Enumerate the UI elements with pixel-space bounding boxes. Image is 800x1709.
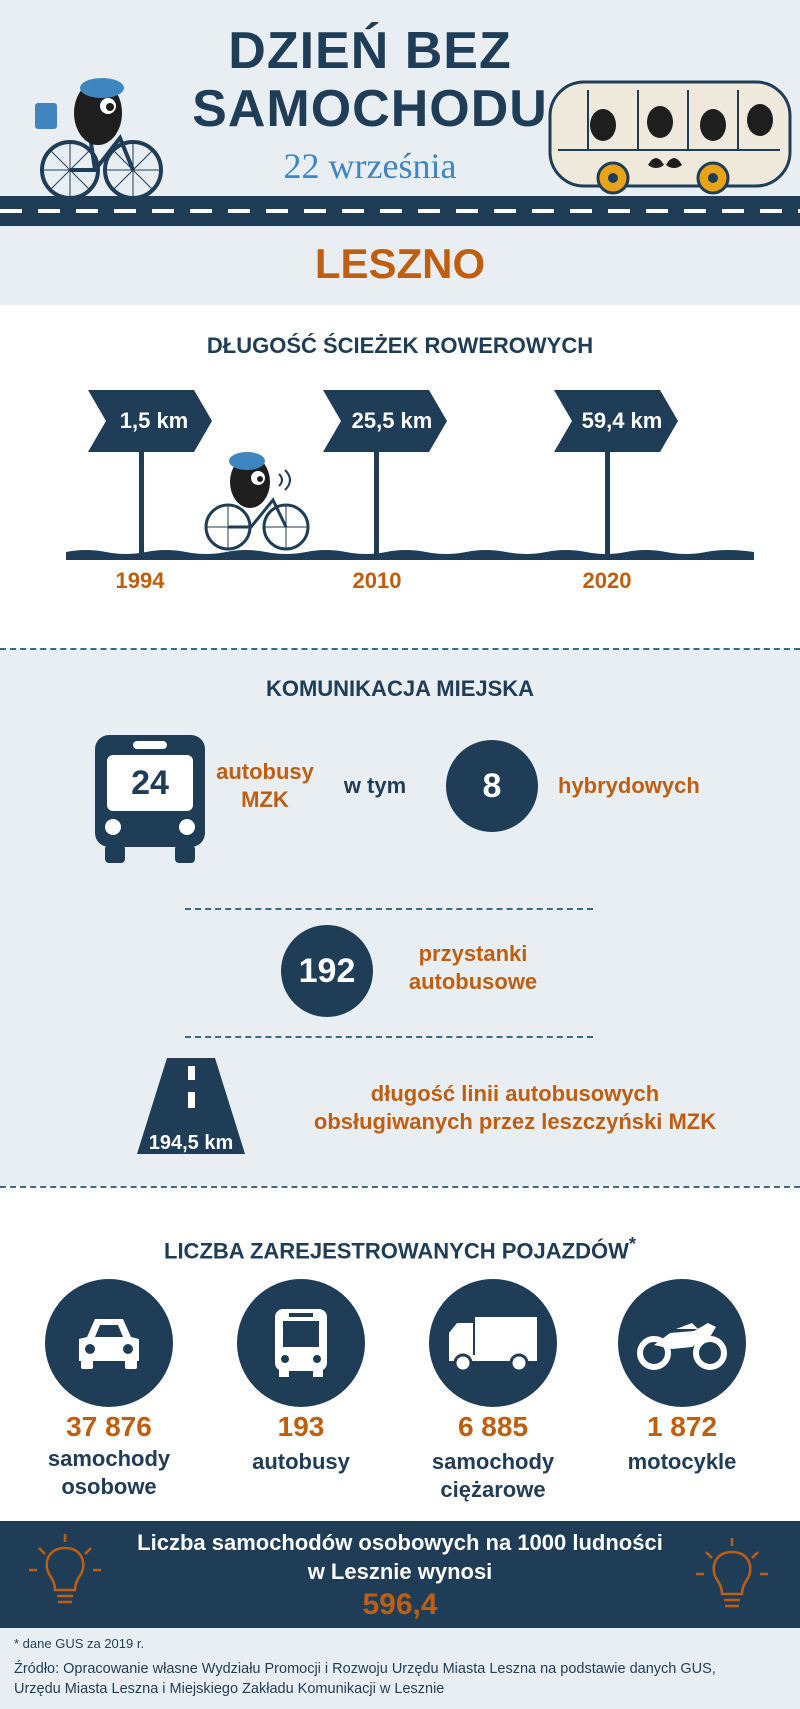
cars-per-capita-line-1: Liczba samochodów osobowych na 1000 ludności bbox=[137, 1530, 663, 1555]
bike-paths-title: DŁUGOŚĆ ŚCIEŻEK ROWEROWYCH bbox=[206, 333, 594, 358]
transit-divider-1 bbox=[185, 908, 593, 910]
vehicle-circle-car bbox=[45, 1279, 173, 1407]
vehicle-value-truck: 6 885 bbox=[457, 1411, 529, 1442]
vehicle-value-motorcycle: 1 872 bbox=[646, 1411, 718, 1442]
source-line-1: Źródło: Opracowanie własne Wydziału Promocji i Rozwoju Urzędu Miasta Leszna na podstawie danych GUS, bbox=[14, 1661, 716, 1677]
bike-path-ground bbox=[66, 548, 754, 562]
vehicles-title-footnote-mark: * bbox=[628, 1233, 636, 1254]
vehicle-label-motorcycle bbox=[592, 1448, 772, 1476]
buses-label bbox=[205, 758, 325, 814]
hybrid-count: 8 bbox=[446, 740, 538, 832]
milestone-length-3: 59,4 km bbox=[581, 408, 663, 433]
bus-lines-label-line-2: obsługiwanych przez leszczyński MZK bbox=[313, 1109, 717, 1134]
motorcycle-icon bbox=[636, 1315, 728, 1371]
title-line-2: SAMOCHODU bbox=[192, 80, 548, 138]
cars-per-capita-line-2: w Lesznie wynosi bbox=[307, 1559, 493, 1584]
vehicle-label-car-line-2: osobowe bbox=[61, 1474, 157, 1499]
source-text bbox=[14, 1659, 794, 1699]
vehicle-label-truck-line-2: ciężarowe bbox=[440, 1477, 546, 1502]
vehicle-label-car-line-1: samochody bbox=[47, 1446, 171, 1471]
bus-stops-label-line-2: autobusowe bbox=[408, 969, 538, 994]
buses-count: 24 bbox=[131, 764, 169, 802]
milestone-year-2: 2010 bbox=[352, 568, 402, 593]
bus-lines-label-line-1: długość linii autobusowych bbox=[370, 1081, 660, 1106]
city-name: LESZNO bbox=[314, 240, 486, 287]
vehicles-title-text: LICZBA ZAREJESTROWANYCH POJAZDÓW bbox=[164, 1238, 629, 1264]
vehicle-label-bus bbox=[211, 1448, 391, 1476]
car-icon bbox=[73, 1313, 145, 1373]
bus-icon bbox=[271, 1307, 331, 1379]
milestone-pole-3 bbox=[605, 450, 610, 554]
vehicle-value-car: 37 876 bbox=[66, 1411, 152, 1442]
milestone-year-1: 1994 bbox=[115, 568, 165, 593]
bus-stops-count: 192 bbox=[281, 925, 373, 1017]
vehicle-label-bus-line-1: autobusy bbox=[252, 1449, 350, 1474]
road-lane-dashes bbox=[0, 209, 800, 213]
source-line-2: Urzędu Miasta Leszna i Miejskiego Zakładu Komunikacji w Lesznie bbox=[14, 1681, 445, 1697]
bus-lines-length: 194,5 km bbox=[148, 1132, 234, 1154]
cars-per-capita-text bbox=[110, 1528, 690, 1586]
milestone-length-1: 1,5 km bbox=[119, 408, 189, 433]
bus-lines-label bbox=[270, 1080, 760, 1136]
vehicle-circle-truck bbox=[429, 1279, 557, 1407]
bus-stops-label-line-1: przystanki bbox=[418, 941, 528, 966]
section-divider bbox=[0, 1186, 800, 1188]
small-cyclist-illustration bbox=[203, 452, 311, 552]
milestone-pole-1 bbox=[139, 450, 144, 554]
milestone-year-3: 2020 bbox=[582, 568, 632, 593]
transit-divider-2 bbox=[185, 1036, 593, 1038]
vehicle-value-bus: 193 bbox=[277, 1411, 325, 1442]
footnote: * dane GUS za 2019 r. bbox=[14, 1636, 145, 1651]
buses-label-line-1: autobusy bbox=[216, 759, 314, 784]
vehicle-label-motorcycle-line-1: motocykle bbox=[627, 1449, 737, 1474]
vehicle-label-car bbox=[19, 1445, 199, 1501]
section-divider bbox=[0, 648, 800, 650]
page-title bbox=[170, 22, 570, 138]
lightbulb-icon bbox=[692, 1536, 772, 1616]
vehicles-title bbox=[0, 1233, 800, 1264]
lightbulb-icon bbox=[25, 1532, 105, 1612]
milestone-pole-2 bbox=[374, 450, 379, 554]
milestone-length-2: 25,5 km bbox=[351, 408, 433, 433]
cyclist-illustration bbox=[30, 78, 165, 200]
vehicle-circle-bus bbox=[237, 1279, 365, 1407]
in-which-text: w tym bbox=[343, 773, 407, 798]
transit-title: KOMUNIKACJA MIEJSKA bbox=[265, 676, 535, 701]
vehicle-circle-motorcycle bbox=[618, 1279, 746, 1407]
bus-stops-label bbox=[393, 940, 553, 996]
hybrid-label: hybrydowych bbox=[558, 773, 700, 798]
buses-label-line-2: MZK bbox=[241, 787, 289, 812]
event-date: 22 września bbox=[283, 146, 457, 186]
bus-illustration bbox=[548, 80, 793, 200]
cars-per-capita-value: 596,4 bbox=[362, 1588, 438, 1621]
vehicle-label-truck bbox=[403, 1448, 583, 1504]
vehicle-label-truck-line-1: samochody bbox=[431, 1449, 555, 1474]
title-line-1: DZIEŃ BEZ bbox=[228, 22, 512, 80]
truck-icon bbox=[447, 1313, 539, 1373]
